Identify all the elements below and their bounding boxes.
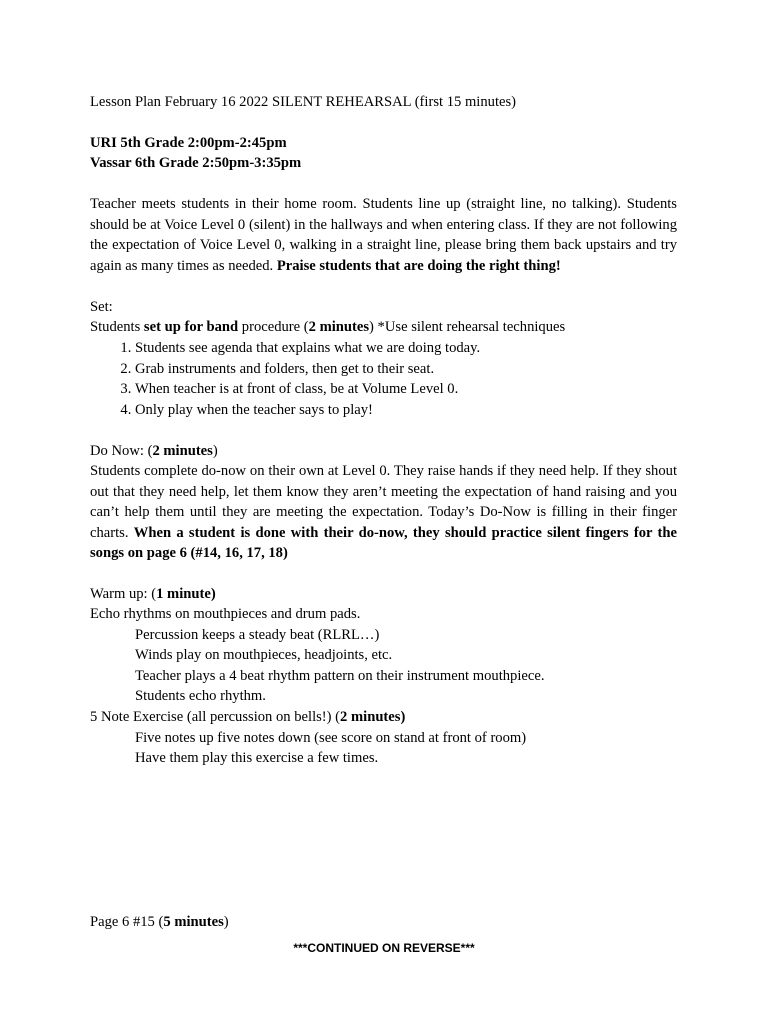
list-item: 1. Students see agenda that explains what we are doing today. (135, 338, 480, 359)
set-steps-list (90, 338, 480, 420)
continued-footer: ***CONTINUED ON REVERSE*** (293, 941, 475, 955)
warm-up-step: Students echo rhythm. (135, 688, 266, 704)
schedule-vassar: Vassar 6th Grade 2:50pm-3:35pm (90, 155, 302, 171)
lesson-title: Lesson Plan February 16 2022 SILENT REHEARSAL (first 15 minutes) (90, 94, 517, 110)
schedule-uri: URI 5th Grade 2:00pm-2:45pm (90, 135, 287, 151)
five-note-exercise-line: 5 Note Exercise (all percussion on bells!) (2 minutes) (90, 709, 406, 725)
warm-up-step: Winds play on mouthpieces, headjoints, etc. (135, 647, 393, 663)
list-item: 4. Only play when the teacher says to play! (135, 400, 480, 421)
set-heading: Set: (90, 299, 113, 315)
set-procedure-line: Students set up for band procedure (2 minutes) *Use silent rehearsal techniques (90, 319, 566, 335)
exercise-step: Five notes up five notes down (see score on stand at front of room) (135, 730, 527, 746)
warm-up-line: Echo rhythms on mouthpieces and drum pads. (90, 606, 361, 622)
exercise-step: Have them play this exercise a few times. (135, 750, 379, 766)
page6-heading: Page 6 #15 (5 minutes) (90, 914, 229, 930)
warm-up-step: Percussion keeps a steady beat (RLRL…) (135, 627, 380, 643)
list-item: 2. Grab instruments and folders, then get to their seat. (135, 359, 480, 380)
warm-up-heading: Warm up: (1 minute) (90, 586, 216, 602)
do-now-heading: Do Now: (2 minutes) (90, 443, 218, 459)
intro-paragraph: Teacher meets students in their home room. Students line up (straight line, no talking). Students should be at Voice Level 0 (silent) in the hallways and when entering class. If they are not following the expectation of Voice Level 0, walking in a straight line, please bring them back upstairs and try again as many times as needed. Praise students that are doing the right thing! (90, 196, 677, 274)
warm-up-step: Teacher plays a 4 beat rhythm pattern on their instrument mouthpiece. (135, 668, 545, 684)
list-item: 3. When teacher is at front of class, be at Volume Level 0. (135, 379, 480, 400)
do-now-paragraph: Students complete do-now on their own at Level 0. They raise hands if they need help. If they shout out that they need help, let them know they aren’t meeting the expectation of hand raising and you can’t help them until they are meeting the expectation. Today’s Do-Now is filling in their finger charts. When a student is done with their do-now, they should practice silent fingers for the songs on page 6 (#14, 16, 17, 18) (90, 463, 677, 562)
